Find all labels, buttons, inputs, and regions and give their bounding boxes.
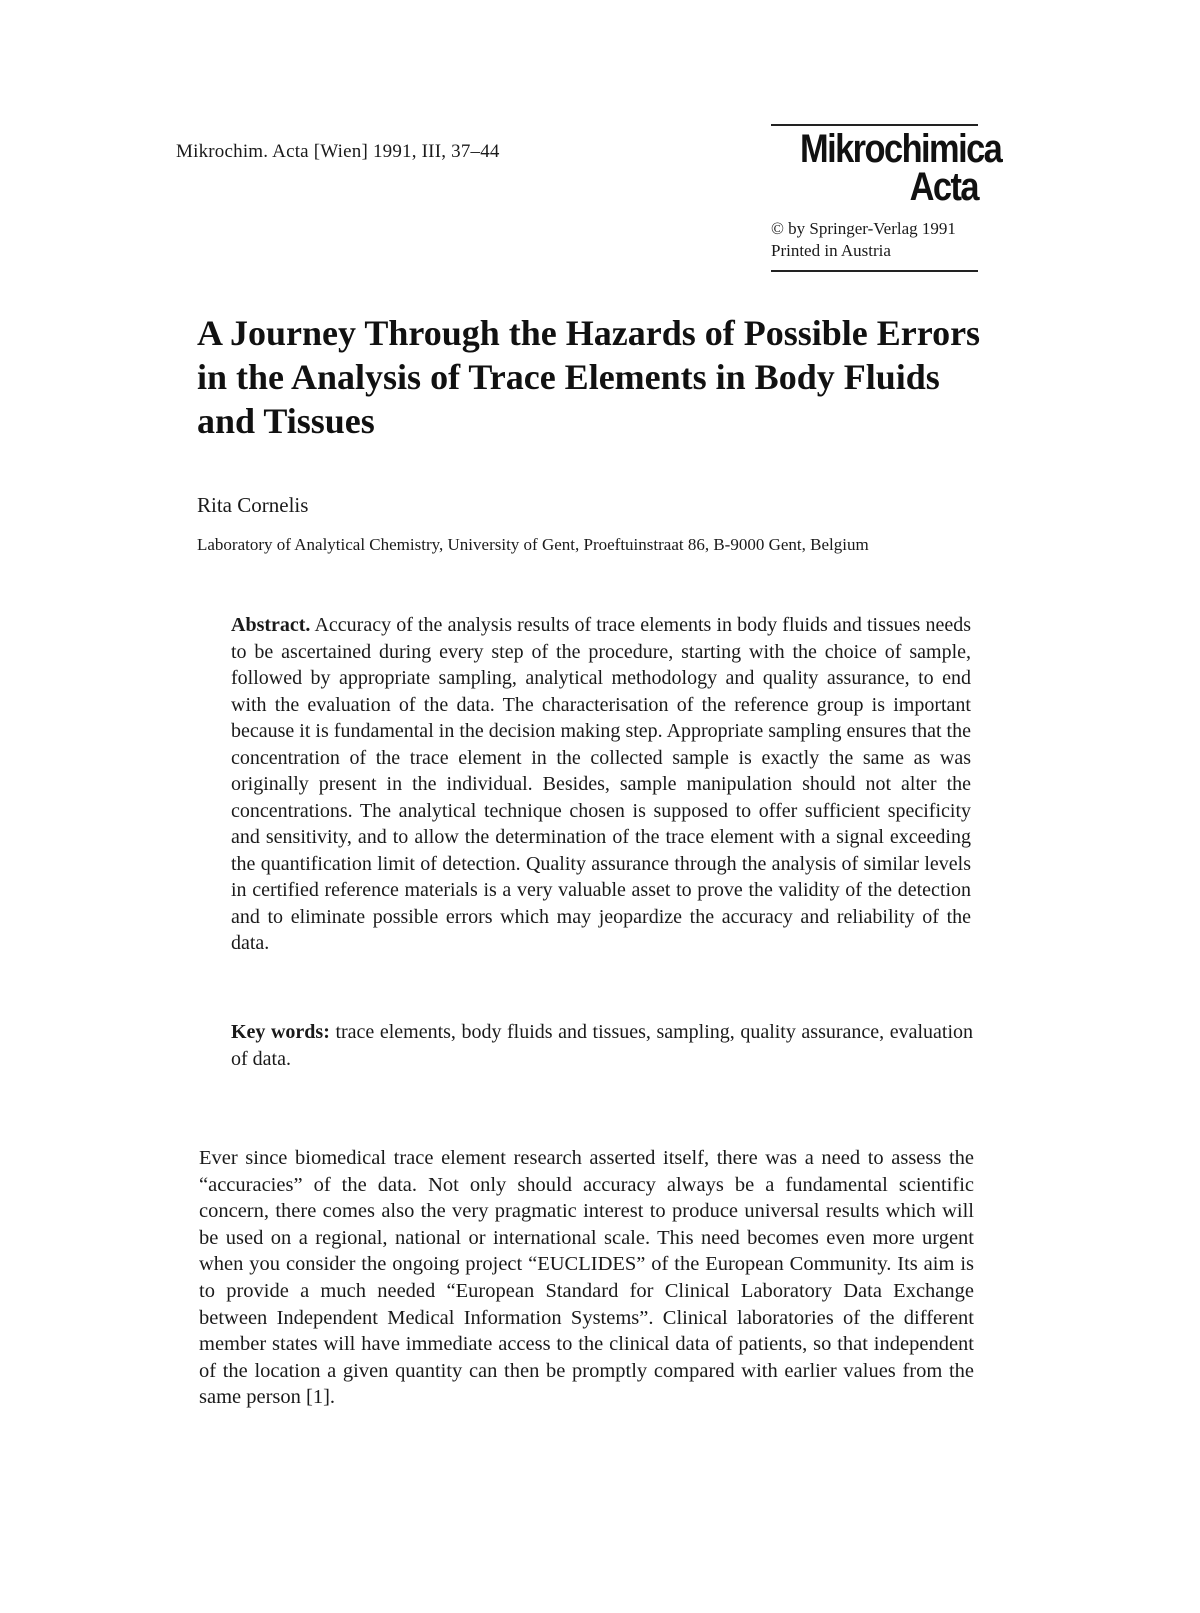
abstract	[231, 612, 971, 957]
keywords-label: Key words:	[231, 1021, 330, 1043]
printed-line: Printed in Austria	[771, 241, 891, 260]
title-line: in the Analysis of Trace Elements in Body Fluids	[197, 357, 940, 397]
title-line: A Journey Through the Hazards of Possible Errors	[197, 313, 981, 353]
abstract-label: Abstract.	[231, 614, 311, 636]
keywords-text: trace elements, body fluids and tissues, sampling, quality assurance, evaluation of data.	[231, 1021, 974, 1070]
title-line: and Tissues	[197, 401, 375, 441]
body-paragraph: Ever since biomedical trace element research asserted itself, there was a need to assess the “accuracies” of the data. Not only should accuracy always be a fundamental scientific concern, there comes also the very pragmatic interest to produce universal results which will be used on a regional, national or international scale. This need becomes even more urgent when you consider the ongoing project “EUCLIDES” of the European Community. Its aim is to provide a much needed “European Standard for Clinical Laboratory Data Exchange between Independent Medical Information Systems”. Clinical laboratories of the different member states will have immediate access to the clinical data of patients, so that independent of the location a given quantity can then be promptly compared with earlier values from the same person [1].	[199, 1147, 974, 1409]
journal-logo	[799, 127, 1002, 209]
journal-citation: Mikrochim. Acta [Wien] 1991, III, 37–44	[176, 141, 500, 162]
copyright-line: © by Springer-Verlag 1991	[771, 219, 956, 238]
copyright-notice	[771, 218, 978, 262]
abstract-text: Accuracy of the analysis results of trace elements in body fluids and tissues needs to be ascertained during every step of the procedure, starting with the choice of sample, followed by appropriate sampling, analytical methodology and quality assurance, to end with the evaluation of the data. The characterisation of the reference group is important because it is fundamental in the decision making step. Appropriate sampling ensures that the concentration of the trace element in the collected sample is exactly the same as was originally present in the individual. Besides, sample manipulation should not alter the concentrations. The analytical technique chosen is supposed to offer sufficient specificity and sensitivity, and to allow the determination of the trace element with a signal exceeding the quantification limit of detection. Quality assurance through the analysis of similar levels in certified reference materials is a very valuable asset to prove the validity of the detection and to eliminate possible errors which may jeopardize the accuracy and reliability of the data.	[231, 614, 971, 954]
journal-name-line1: Mikrochimica	[799, 127, 1002, 171]
author-name: Rita Cornelis	[197, 493, 309, 517]
keywords	[231, 1019, 973, 1072]
article-title	[197, 311, 987, 443]
author-affiliation: Laboratory of Analytical Chemistry, University of Gent, Proeftuinstraat 86, B-9000 Gent, Belgium	[197, 535, 869, 554]
journal-name-line2: Acta	[909, 165, 978, 209]
journal-masthead	[771, 124, 1002, 272]
